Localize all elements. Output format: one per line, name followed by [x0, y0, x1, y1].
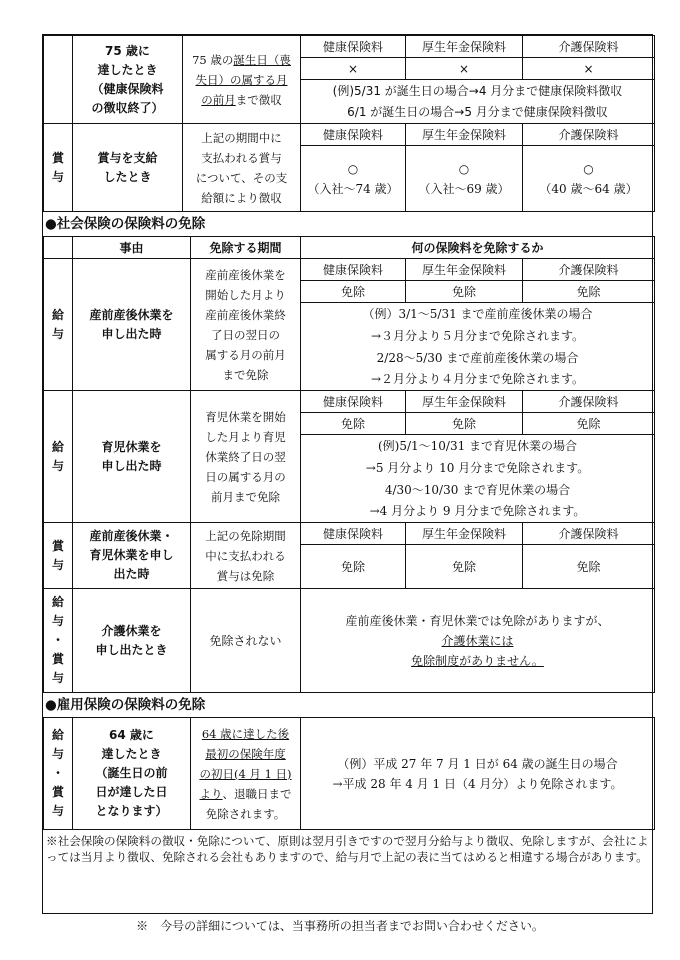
- childcare-example: (例)5/1～10/31 まで育児休業の場合: [301, 435, 655, 457]
- childcare-kind-cell: 給 与: [44, 391, 73, 523]
- employment-example-cell: （例）平成 27 年 7 月 1 日が 64 歳の誕生日の場合 →平成 28 年 4 月 1 日（4 月分）より免除されます。: [301, 718, 655, 830]
- col-pension: 厚生年金保険料: [406, 124, 523, 146]
- childcare-example: →4 月分より 9 月分まで免除されます。: [301, 501, 655, 523]
- blank-header: [44, 237, 73, 259]
- childcare-period-cell: 育児休業を開始 した月より育児 休業終了日の翌 日の属する月の 前月まで免除: [191, 391, 301, 523]
- exemption-table: [43, 236, 655, 693]
- nursing-event-cell: 介護休業を 申し出たとき: [73, 589, 191, 693]
- maternity-example: →３月分より５月分まで免除されます。: [301, 325, 655, 347]
- bonus-period-cell: 上記の期間中に 支払われる賞与 について、その支 給額により徴収: [183, 124, 301, 212]
- col-nursing: 介護保険料: [523, 124, 655, 146]
- nursing-kind-cell: 給 与 ・ 賞 与: [44, 589, 73, 693]
- maternity-kind-cell: 給 与: [44, 259, 73, 391]
- bonus-event-cell: 賞与を支給 したとき: [73, 124, 183, 212]
- mark-cell: ×: [406, 58, 523, 80]
- employment-period-cell: 64 歳に達した後 最初の保険年度 の初日(4 月 1 日) より、退職日まで 免除されます。: [191, 718, 301, 830]
- footnote: ※社会保険の保険料の徴収・免除について、原則は翌月引きですので翌月分給与より徴収、免除しますが、会社によっては当月より徴収、免除される会社もありますので、給与月で上記の表に当てはめると相違する場合があります。: [46, 834, 649, 864]
- col-pension: 厚生年金保険料: [406, 391, 523, 413]
- childcare-example: →5 月分より 10 月分まで免除されます。: [301, 457, 655, 479]
- maternity-example: （例）3/1～5/31 まで産前産後休業の場合: [301, 303, 655, 325]
- age75-period-cell: 75 歳の誕生日（喪 失日）の属する月 の前月まで徴収: [183, 36, 301, 124]
- nursing-period-cell: 免除されない: [191, 589, 301, 693]
- section-title-social-insurance: ●社会保険の保険料の免除: [45, 216, 206, 232]
- col-nursing: 介護保険料: [523, 259, 655, 281]
- age75-example-2: 6/1 が誕生日の場合→5 月分まで健康保険料徴収: [301, 102, 655, 124]
- exempt-cell: 免除: [301, 545, 406, 589]
- childcare-event-cell: 育児休業を 申し出た時: [73, 391, 191, 523]
- employment-table: [43, 717, 655, 830]
- exempt-cell: 免除: [406, 413, 523, 435]
- col-pension: 厚生年金保険料: [406, 36, 523, 58]
- blank-kind-cell: [44, 36, 73, 124]
- col-health: 健康保険料: [301, 124, 406, 146]
- nursing-note-cell: 産前産後休業・育児休業では免除がありますが、 介護休業には 免除制度がありません。: [301, 589, 655, 693]
- document-frame: [42, 34, 653, 914]
- col-health: 健康保険料: [301, 36, 406, 58]
- col-nursing: 介護保険料: [523, 391, 655, 413]
- col-nursing: 介護保険料: [523, 523, 655, 545]
- header-reason: 事由: [73, 237, 191, 259]
- childcare-example: 4/30～10/30 まで育児休業の場合: [301, 479, 655, 501]
- contact-footer: ※ 今号の詳細については、当事務所の担当者までお問い合わせください。: [136, 919, 544, 933]
- bonus-health-cell: ○ （入社～74 歳）: [301, 146, 406, 212]
- bonus-exempt-period-cell: 上記の免除期間 中に支払われる 賞与は免除: [191, 523, 301, 589]
- maternity-event-cell: 産前産後休業を 申し出た時: [73, 259, 191, 391]
- col-pension: 厚生年金保険料: [406, 523, 523, 545]
- exempt-cell: 免除: [301, 281, 406, 303]
- bonus-exempt-event-cell: 産前産後休業・ 育児休業を申し 出た時: [73, 523, 191, 589]
- collection-table: [43, 35, 655, 212]
- maternity-example: 2/28～5/30 まで産前産後休業の場合: [301, 347, 655, 369]
- col-health: 健康保険料: [301, 523, 406, 545]
- header-which: 何の保険料を免除するか: [301, 237, 655, 259]
- mark-cell: ×: [523, 58, 655, 80]
- exempt-cell: 免除: [406, 281, 523, 303]
- col-pension: 厚生年金保険料: [406, 259, 523, 281]
- bonus-nursing-cell: ○ （40 歳～64 歳）: [523, 146, 655, 212]
- age75-example-1: (例)5/31 が誕生日の場合→4 月分まで健康保険料徴収: [301, 80, 655, 102]
- bonus-kind-cell: 賞 与: [44, 124, 73, 212]
- exempt-cell: 免除: [301, 413, 406, 435]
- header-period: 免除する期間: [191, 237, 301, 259]
- exempt-cell: 免除: [523, 413, 655, 435]
- col-nursing: 介護保険料: [523, 36, 655, 58]
- section-title-employment-insurance: ●雇用保険の保険料の免除: [45, 697, 206, 713]
- exempt-cell: 免除: [406, 545, 523, 589]
- exempt-cell: 免除: [523, 545, 655, 589]
- maternity-example: →２月分より４月分まで免除されます。: [301, 369, 655, 391]
- col-health: 健康保険料: [301, 259, 406, 281]
- col-health: 健康保険料: [301, 391, 406, 413]
- exempt-cell: 免除: [523, 281, 655, 303]
- mark-cell: ×: [301, 58, 406, 80]
- employment-kind-cell: 給 与 ・ 賞 与: [44, 718, 73, 830]
- bonus-pension-cell: ○ （入社～69 歳）: [406, 146, 523, 212]
- employment-event-cell: 64 歳に 達したとき （誕生日の前 日が達した日 となります）: [73, 718, 191, 830]
- bonus-exempt-kind-cell: 賞 与: [44, 523, 73, 589]
- age75-event-cell: 75 歳に 達したとき （健康保険料 の徴収終了）: [73, 36, 183, 124]
- maternity-period-cell: 産前産後休業を 開始した月より 産前産後休業終 了日の翌日の 属する月の前月 まで免除: [191, 259, 301, 391]
